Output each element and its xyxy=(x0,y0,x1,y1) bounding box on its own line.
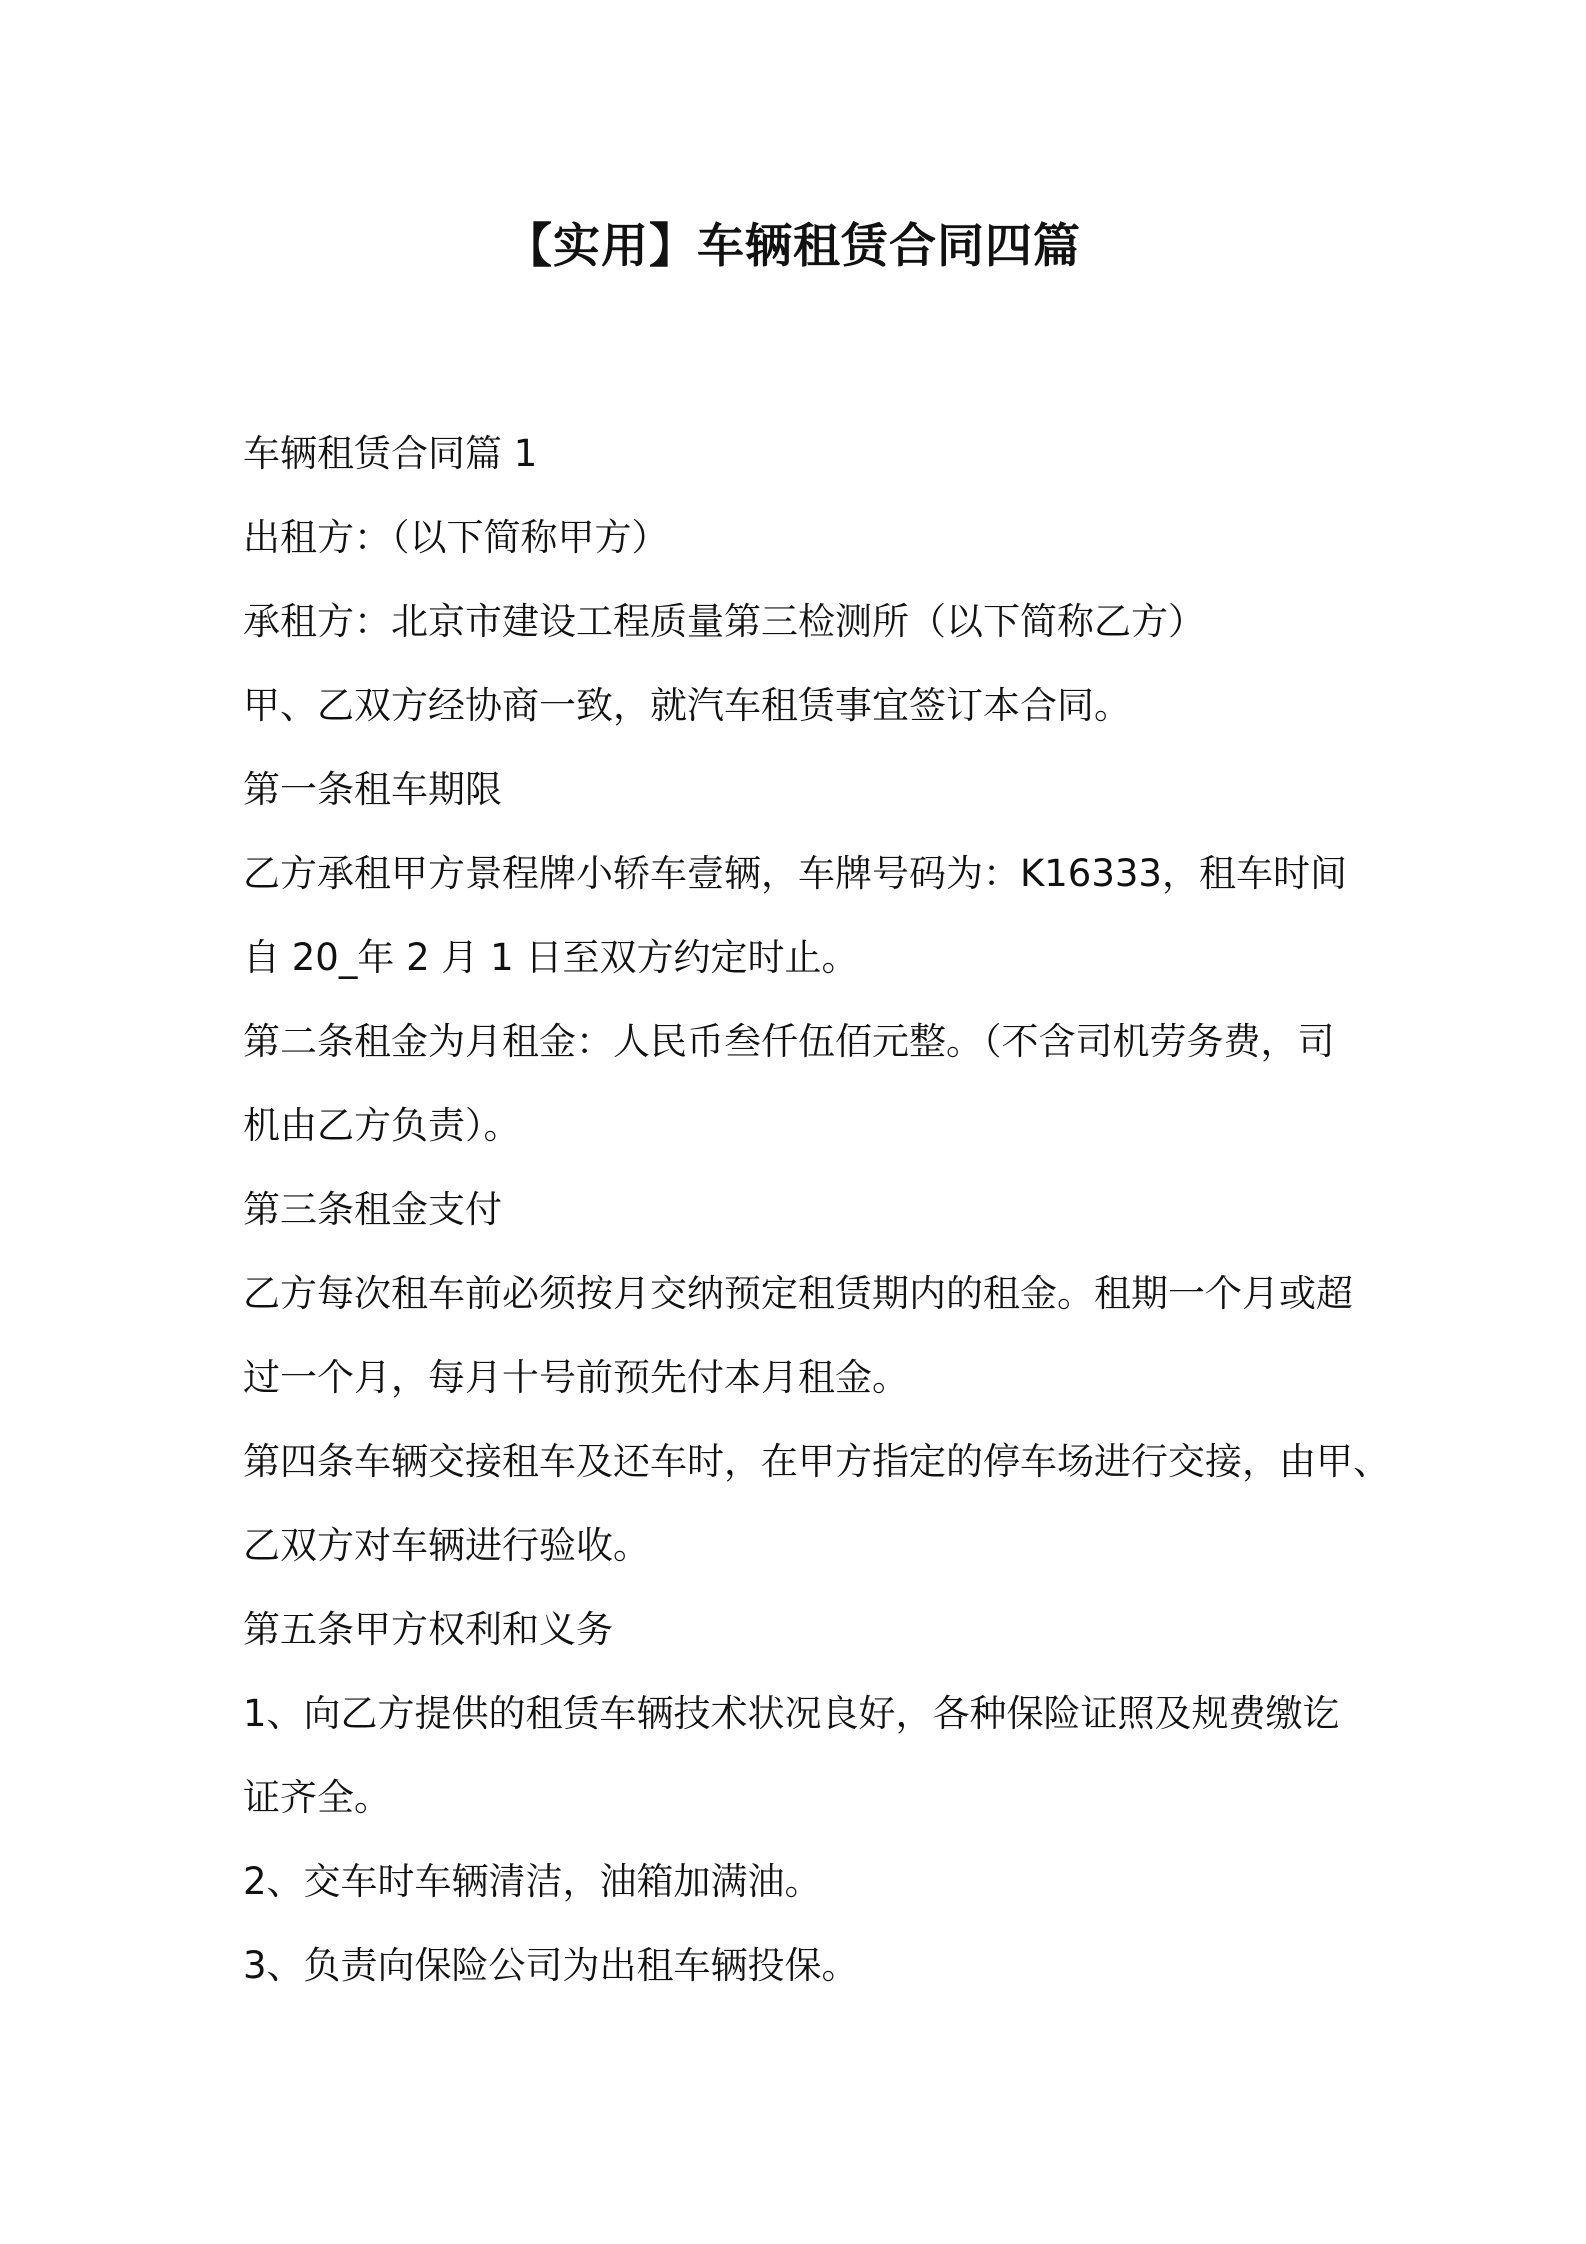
article-5-item-2: 2、交车时车辆清洁，油箱加满油。 xyxy=(243,1860,822,1903)
lessee-line: 承租方：北京市建设工程质量第三检测所（以下简称乙方） xyxy=(243,600,1205,643)
article-4-text-line-1: 第四条车辆交接租车及还车时，在甲方指定的停车场进行交接，由甲、 xyxy=(243,1440,1390,1483)
article-4-text-line-2: 乙双方对车辆进行验收。 xyxy=(243,1524,650,1567)
article-5-heading: 第五条甲方权利和义务 xyxy=(243,1608,613,1651)
lessor-line: 出租方：（以下简称甲方） xyxy=(243,516,669,559)
article-3-text-line-1: 乙方每次租车前必须按月交纳预定租赁期内的租金。租期一个月或超 xyxy=(243,1272,1353,1315)
article-1-text-line-2: 自 20_年 2 月 1 日至双方约定时止。 xyxy=(243,936,859,979)
article-2-text-line-1: 第二条租金为月租金：人民币叁仟伍佰元整。（不含司机劳务费，司 xyxy=(243,1020,1335,1063)
section-heading: 车辆租赁合同篇 1 xyxy=(243,432,538,475)
agreement-intro: 甲、乙双方经协商一致，就汽车租赁事宜签订本合同。 xyxy=(243,684,1131,727)
document-title: 【实用】车辆租赁合同四篇 xyxy=(505,219,1081,274)
article-1-heading: 第一条租车期限 xyxy=(243,768,502,811)
article-5-item-1-line-1: 1、向乙方提供的租赁车辆技术状况良好，各种保险证照及规费缴讫 xyxy=(243,1692,1340,1735)
article-1-text-line-1: 乙方承租甲方景程牌小轿车壹辆，车牌号码为：K16333，租车时间 xyxy=(243,852,1347,895)
article-2-text-line-2: 机由乙方负责）。 xyxy=(243,1104,521,1147)
article-5-item-3: 3、负责向保险公司为出租车辆投保。 xyxy=(243,1944,859,1987)
article-3-heading: 第三条租金支付 xyxy=(243,1188,502,1231)
document-body xyxy=(243,412,1390,2008)
article-5-item-1-line-2: 证齐全。 xyxy=(243,1776,391,1819)
article-3-text-line-2: 过一个月，每月十号前预先付本月租金。 xyxy=(243,1356,909,1399)
